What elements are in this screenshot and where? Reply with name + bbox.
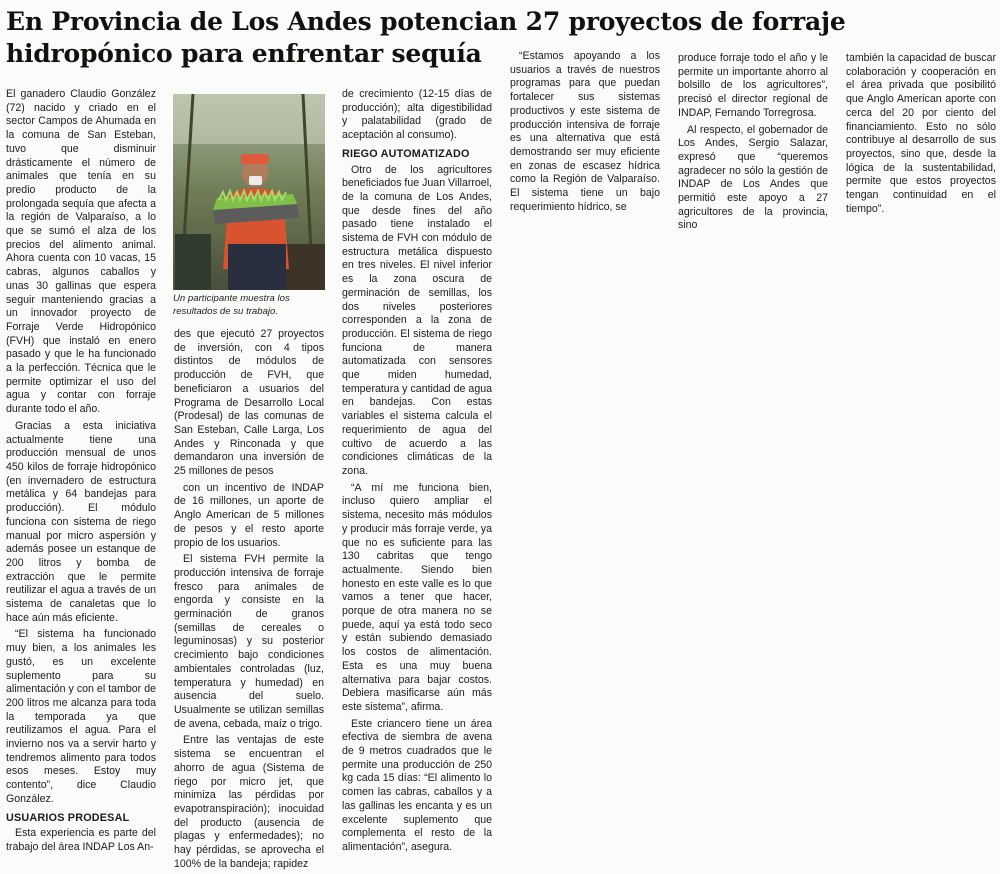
paragraph: “A mí me funciona bien, incluso quiero ampliar el sistema, necesito más módulos y producir más forraje verde, ya que no es suficiente para las 130 cabritas que tengo actualmente. Siendo bien honesto en este valle es lo que vamos a tener que hacer, porque de otra manera no se puede, aquí ya está todo seco y están subiendo demasiado los costos de alimentación. Esta es una muy buena alternativa para bajar costos. Debiera masificarse aún más este sistema”, afirma.: [342, 481, 492, 713]
paragraph: Esta experiencia es parte del trabajo del área INDAP Los An-: [6, 827, 156, 853]
paragraph: des que ejecutó 27 proyectos de inversión, con 4 tipos distintos de módulos de producción de FVH, que beneficiaron a usuarios del Programa de Desarrollo Local (Prodesal) de las comunas de San Esteban, Calle Larga, Los Andes y Rinconada y que demandaron una inversión de 25 millones de pesos: [174, 328, 324, 478]
photo-caption: Un participante muestra los resultados de su trabajo.: [173, 293, 290, 317]
farmer-with-forage-tray-photo-icon: [173, 94, 325, 290]
paragraph: “El sistema ha funcionado muy bien, a los animales les gustó, es un excelente suplemento para su alimentación y con el tambor de 200 litros me alcanza para toda la temporada ya que reutilizamos el agua. Para el invierno nos va a servir harto y tendremos alimento para todos esos meses. Estoy muy contento”, dice Claudio González.: [6, 628, 156, 805]
section-heading-usuarios-prodesal: USUARIOS PRODESAL: [6, 811, 130, 824]
paragraph: Gracias a esta iniciativa actualmente tiene una producción mensual de unos 450 kilos de forraje hidropónico (en invernadero de estructura metálica y 64 bandejas para producción). El módulo funciona con sistema de riego manual por micro aspersión y además posee un estanque de 200 litros y bomba de extracción que le permite reutilizar el agua a través de un sistema de canaletas que lo hace aún más eficiente.: [6, 419, 156, 624]
paragraph: de crecimiento (12-15 días de producción); alta digestibilidad y palatabilidad (grado de aceptación al consumo).: [342, 88, 492, 142]
article-photo: [173, 94, 325, 290]
article-column-4: [510, 50, 660, 217]
paragraph: Otro de los agricultores beneficiados fue Juan Villarroel, de la comuna de Los Andes, que desde fines del año pasado tiene instalado el sistema de FVH con módulo de estructura metálica dispuesto en tres niveles. El nivel inferior es la zona oscura de germinación de semillas, los dos niveles posteriores corresponden a la zona de producción. El sistema de riego funciona de manera automatizada con sensores que miden humedad, temperatura y cantidad de agua en bandejas. Con estas variables el sistema calcula el requerimiento de agua del cultivo de acuerdo a las condiciones climáticas de la zona.: [342, 163, 492, 477]
paragraph: Al respecto, el gobernador de Los Andes, Sergio Salazar, expresó que “queremos agradecer no sólo la gestión de INDAP de Los Andes que permitió este apoyo a 27 agricultores de la provincia, sino: [678, 123, 828, 232]
headline: En Provincia de Los Andes potencian 27 proyectos de forraje hidropónico para enfrentar sequía: [6, 7, 846, 68]
article-column-1: [6, 88, 156, 858]
paragraph: Entre las ventajas de este sistema se encuentran el ahorro de agua (Sistema de riego por micro jet, que minimiza las pérdidas por evapotranspiración); inocuidad del producto (ausencia de plagas y enfermedades); no hay pérdidas, se aprovecha el 100% de la bandeja; rapidez: [174, 734, 324, 870]
paragraph: con un incentivo de INDAP de 16 millones, un aporte de Anglo American de 5 millones de pesos y el resto aporte propio de los usuarios.: [174, 481, 324, 549]
paragraph: El sistema FVH permite la producción intensiva de forraje fresco para animales de engorda y consiste en la germinación de granos (semillas de cereales o leguminosas) y su posterior crecimiento bajo condiciones ambientales controladas (luz, temperatura y humedad) en ausencia del suelo. Usualmente se utilizan semillas de avena, cebada, maíz o trigo.: [174, 553, 324, 730]
paragraph: El ganadero Claudio González (72) nacido y criado en el sector Campos de Ahumada en la comuna de San Esteban, tuvo que disminuir drásticamente el número de animales que tenía en su predio producto de la prolongada sequía que afecta a la región de Valparaíso, a lo que se sumó el alza de los precios del alimento animal. Ahora cuenta con 10 vacas, 15 cabras, algunos caballos y unas 30 gallinas que espera seguir manteniendo gracias a un innovador proyecto de Forraje Verde Hidropónico (FVH) que instaló en enero pasado y que le ha funcionado a la perfección. Técnica que le permite optimizar el uso del agua y contar con forraje durante todo el año.: [6, 88, 156, 416]
article-column-2: [174, 328, 324, 874]
paragraph: produce forraje todo el año y le permite un importante ahorro al bolsillo de los agricultores”, precisó el director regional de INDAP, Fernando Torregrosa.: [678, 52, 828, 119]
article-column-5: [678, 52, 828, 236]
paragraph: Este criancero tiene un área efectiva de siembra de avena de 9 metros cuadrados que le permite una producción de 250 kg cada 15 días: “El alimento lo comen las cabras, caballos y a las gallinas les encanta y es un excelente suplemento que complementa el resto de la alimentación”, asegura.: [342, 717, 492, 853]
section-heading-riego-automatizado: RIEGO AUTOMATIZADO: [342, 147, 470, 160]
article-column-3: [342, 88, 492, 858]
paragraph: también la capacidad de buscar colaboración y cooperación en el área privada que posibilitó que Anglo American aporte con cerca del 20 por ciento del financiamiento. Esto no sólo contribuye al desarrollo de sus proyectos, sino que, desde la lógica de la sustentabilidad, permite que estos proyectos tengan continuidad en el tiempo”.: [846, 52, 996, 215]
paragraph: “Estamos apoyando a los usuarios a través de nuestros programas para que puedan fortalecer sus sistemas productivos y este sistema de producción intensiva de forraje es una alternativa que está demostrando ser muy eficiente en zonas de escasez hídrica como la Región de Valparaíso. El sistema tiene un bajo requerimiento hídrico, se: [510, 50, 660, 213]
article-column-6: [846, 52, 996, 219]
